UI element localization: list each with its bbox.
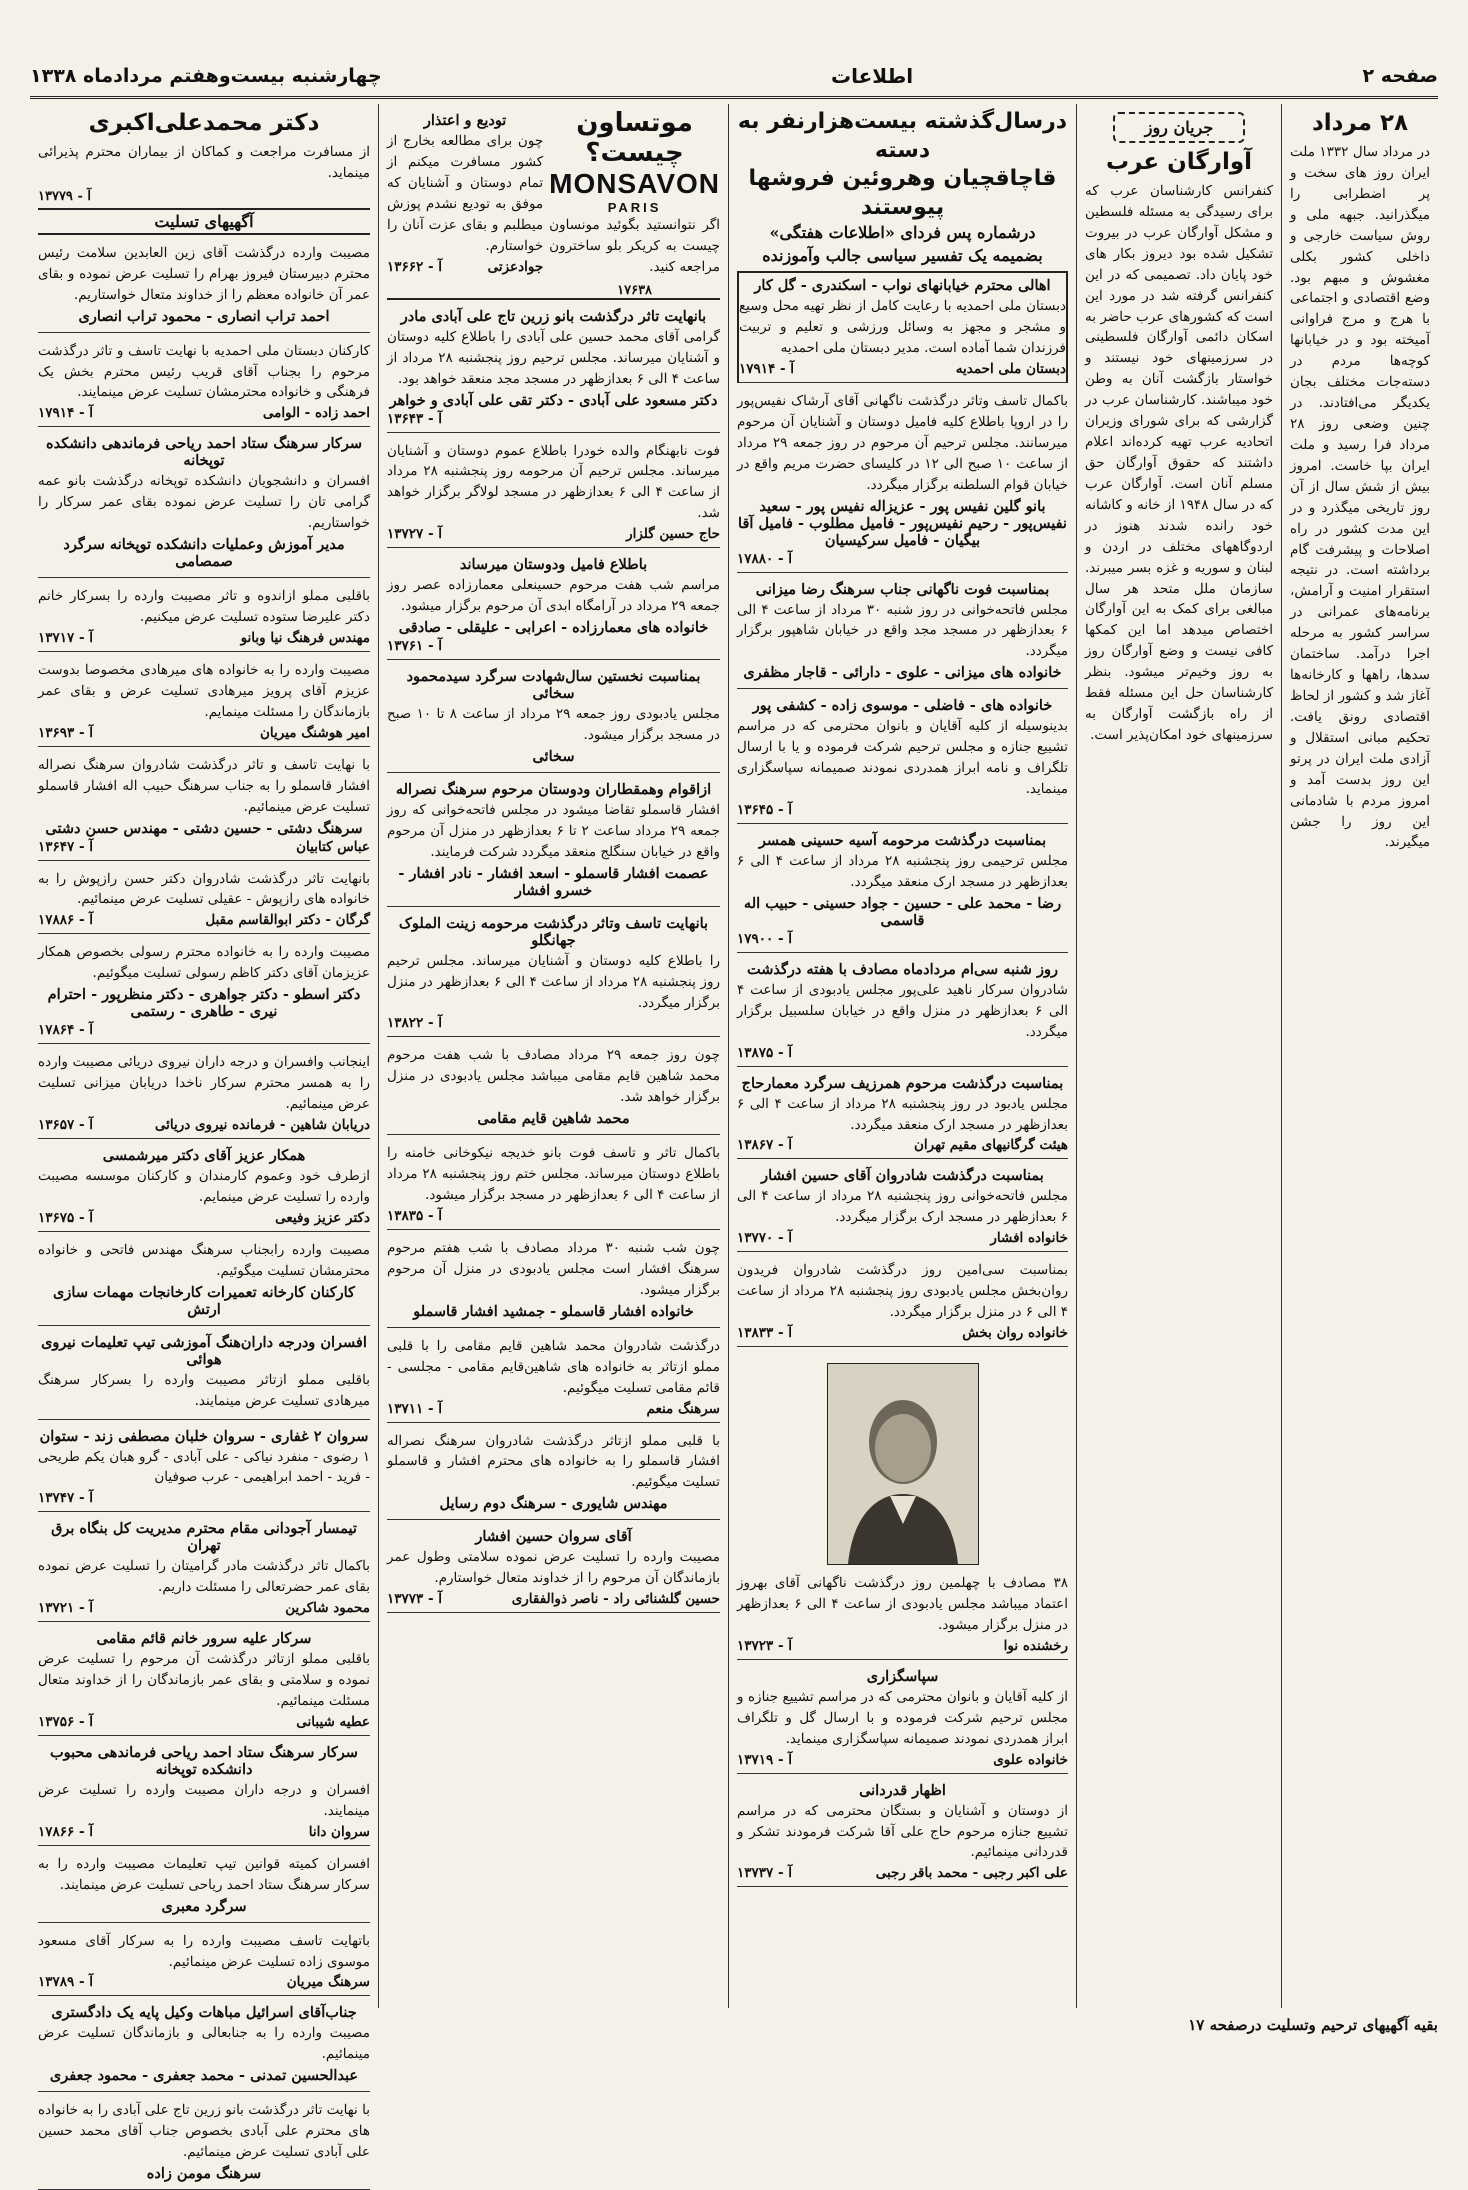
notice-code: آ - ۱۳۷۱۹ [737,1751,793,1768]
notice [38,431,370,578]
masthead [30,56,1438,99]
notice-body: مجلس ترحیمی روز پنجشنبه ۲۸ مرداد از ساعت ۴ الی ۶ بعدازظهر در مسجد ارک منعقد میگردد. [737,852,1068,890]
doctor-ad-body: از مسافرت مراجعت و کماکان از بیماران محترم پذیرائی مینماید. [38,144,370,181]
section-label: جریان روز [1113,112,1245,143]
editorial-title: ۲۸ مرداد [1311,110,1409,136]
notice [737,828,1068,953]
notice-body: با نهایت تاسف و تاثر درگذشت شادروان سرهنگ نصراله افشار قاسملو را به جناب سرهنگ حبیب اله افشار قاسملو تسلیت عرض مینمائیم. [38,756,370,815]
notice-body: با نهایت تاثر درگذشت بانو زرین تاج علی آبادی را به خانواده های محترم علی آبادی بخصوص جناب آقای محمد حسین علی آبادی تسلیت عرض مینمائیم. [38,2102,370,2161]
notice-sign: محمود شاکرین [285,1600,370,1617]
notice [38,1424,370,1513]
column-editorial [1281,104,1438,2008]
notice [387,1427,720,1521]
notice-sign: علی اکبر رجبی - محمد باقر رجبی [875,1865,1068,1882]
notice-code: آ - ۱۳۸۳۳ [737,1325,793,1342]
notice-body: مراسم شب هفت مرحوم حسینعلی معمارزاده عصر روز جمعه ۲۹ مرداد در آرامگاه ابدی آن مرحوم برگزار میشود. [387,577,720,615]
doctor-ad-title: دکتر محمدعلی‌اکبری [88,110,320,136]
notice-body: مصیبت وارده را به خانواده محترم رسولی بخصوص همکار عزیزمان آقای دکتر کاظم رسولی تسلیت میگوئیم. [38,944,370,982]
column-ads-notices [378,104,728,2008]
notice-body: مجلس یادبود در روز پنجشنبه ۲۸ مرداد از ساعت ۴ الی ۶ بعدازظهر در مسجد ارک منعقد میگردد. [737,1095,1068,1133]
notice [387,1139,720,1230]
notice-title: روز شنبه سی‌ام مردادماه مصادف با هفته درگذشت [747,960,1058,978]
notice [737,693,1068,824]
notice-sign: سرهنگ دشتی - حسین دشتی - مهندس حسن دشتی [45,819,363,837]
notice [737,1256,1068,1347]
notice-body: مجلس یادبودی روز جمعه ۲۹ مرداد از ساعت ۸ تا ۱۰ صبح در مسجد برگزار میشود. [387,706,721,743]
notice-sign: هیئت گرگانیهای مقیم تهران [914,1137,1068,1154]
notice [38,2000,370,2092]
notice [38,1143,370,1232]
notice-body: از دوستان و آشنایان و بستگان محترمی که در مراسم تشییع جنازه مرحوم حاج علی آقا شرکت فرمودند تشکر و قدردانی مینمائیم. [737,1802,1068,1861]
notice-sign: مدیر آموزش وعملیات دانشکده توپخانه سرگرد صمصامی [63,536,345,571]
notice [387,1234,720,1328]
notice [38,865,370,935]
notice-code: آ - ۱۳۸۲۲ [387,1015,443,1032]
notice-body: مجلس فاتحه‌خوانی روز پنجشنبه ۲۸ مرداد از ساعت ۴ الی ۶ بعدازظهر در مسجد ارک برگزار میگردد. [737,1188,1068,1226]
notice-body: گرامی آقای محمد حسین علی آبادی را باطلاع کلیه دوستان و آشنایان میرساند. مجلس ترحیم روز پنجشنبه ۲۸ مرداد از ساعت ۴ الی ۶ بعدازظهر در مسجد مجد منعقد خواهد بود. [387,328,720,387]
notice-code: آ - ۱۷۸۶۶ [38,1823,94,1840]
notice-title: ازاقوام وهمقطاران ودوستان مرحوم سرهنگ نصراله [395,780,712,798]
notice-body: فوت نابهنگام والده خودرا باطلاع عموم دوستان و آشنایان میرساند. مجلس ترحیم آن مرحومه روز پنجشنبه ۲۸ مرداد از ساعت ۴ الی ۶ بعدازظهر در مسجد لولاگر برگزار خواهد شد. [387,442,721,522]
notice [737,1664,1068,1774]
notice [387,1524,720,1613]
notice-sign: رخشنده نوا [1003,1637,1068,1654]
notice-sign: مهندس شایوری - سرهنگ دوم رسایل [439,1495,668,1513]
notice-body: باکمال تاثر و تاسف فوت بانو خدیجه نیکوخانی خامنه را باطلاع دوستان میرساند. مجلس ختم روز پنجشنبه ۲۸ مرداد از ساعت ۴ الی ۶ بعدازظهر در مسجد برگزار میشود. [387,1145,720,1204]
notice-code: آ - ۱۳۷۶۱ [387,638,443,655]
ad-brand: MONSAVON [549,168,720,199]
notice-title: بمناسبت فوت ناگهانی جناب سرهنگ رضا میزانی [755,580,1050,598]
notice-sign: حسین گلشنائی راد - ناصر ذوالفقاری [511,1591,720,1608]
notice [737,577,1068,690]
notice-code: آ - ۱۳۷۲۷ [387,526,443,543]
ad-city: PARIS [607,200,662,215]
notice-sign: خانواده روان بخش [962,1325,1068,1342]
notice-body: باقلبی مملو ازتاثر درگذشت آن مرحوم را تسلیت عرض نموده و سلامتی و بقای عمر بازماندگان را از خداوند متعال مسئلت مینمائیم. [38,1651,370,1710]
notice-sign: احمد تراب انصاری - محمود تراب انصاری [78,307,330,325]
top-ads [387,108,720,300]
notice-body: باکمال تاثر درگذشت مادر گرامیتان را تسلیت عرض نموده بقای عمر حضرتعالی را مسئلت داریم. [38,1558,370,1596]
notice-names: دکتر مسعود علی آبادی - دکتر تقی علی آبادی و خواهر [389,391,718,409]
school-ad-sign: دبستان ملی احمدیه [955,360,1066,377]
notice [387,777,720,907]
notice-code: آ - ۱۳۷۲۳ [737,1637,793,1654]
notice-title: بمناسبت درگذشت مرحومه آسیه حسینی همسر [758,831,1047,849]
continuation-note: بقیه آگهیهای ترحیم وتسلیت درصفحه ۱۷ [1188,2016,1438,2034]
notice [387,911,720,1038]
notice-body: مجلس فاتحه‌خوانی در روز شنبه ۳۰ مرداد از ساعت ۴ الی ۶ بعدازظهر در مسجد مجد واقع در خیابان شاهپور برگزار میگردد. [737,601,1068,660]
notice-code: آ - ۱۳۷۳۷ [737,1865,793,1882]
notice-code: آ - ۱۷۸۸۰ [737,550,793,567]
notice-code: آ - ۱۳۷۴۷ [38,1490,94,1507]
notice [737,1778,1068,1888]
school-ad-body: دبستان ملی احمدیه با رعایت کامل از نظر تهیه محل وسیع و مشجر و مجهز به وسائل ورزشی و تعلیم و تربیت فرزندان شما آماده است. مدیر دبستان ملی احمدیه [739,298,1066,356]
notice [38,1927,370,1997]
notice-body: اینجانب وافسران و درجه داران نیروی دریائی مصیبت وارده را به همسر محترم سرکار ناخدا دریابان میزانی تسلیت عرض مینمائیم. [38,1054,370,1113]
notice-title: جناب‌آقای اسرائیل مباهات وکیل پایه یک دادگستری [51,2004,357,2022]
notice-body: باقلبی مملو ازاندوه و تاثر مصیبت وارده را بسرکار خانم دکتر علیرضا ستوده تسلیت عرض میکنیم. [38,588,370,626]
notice-body: چون شب شنبه ۳۰ مرداد مصادف با شب هفتم مرحوم سرهنگ افشار است مجلس یادبودی در منزل آن مرحوم برگزار میشود. [387,1239,721,1298]
notice [737,1163,1068,1252]
notice-sign: خانواده های میزانی - علوی - دارائی - قاجار مظفری [743,664,1062,682]
notice [737,957,1068,1067]
notice [387,552,720,660]
deck-line-1: درشماره پس فردای «اطلاعات هفتگی» [769,223,1036,243]
notice-body: مصیبت وارده را تسلیت عرض نموده سلامتی وطول عمر بازماندگان آن مرحوم را از خداوند متعال خواستارم. [387,1549,720,1587]
notice-sign: سرگرد معبری [161,1897,247,1915]
monsavon-ad [549,108,720,298]
notice [38,656,370,747]
notice-code: آ - ۱۳۶۴۷ [38,838,94,855]
notice [38,1740,370,1846]
notice [38,1626,370,1736]
school-ad-code: آ - ۱۷۹۱۴ [739,360,795,377]
notice-body: بانهایت تاثر درگذشت شادروان دکتر حسن رازپوش را به خانواده های رازپوش - عقیلی تسلیت عرض مینمائیم. [38,870,370,908]
farewell-body: چون برای مطالعه بخارج از کشور مسافرت میکنم از تمام دوستان و آشنایان که موفق به تودیع نشدم پوزش میطلبم و بقای عزت آنان را خواستارم. [387,133,544,254]
notice-code: آ - ۱۳۷۸۹ [38,1974,94,1991]
notice-code: آ - ۱۳۷۵۶ [38,1713,94,1730]
notice-code: آ - ۱۳۶۷۵ [38,1209,94,1226]
farewell-sign: جوادعزتی [487,258,544,275]
headline-line-1: درسال‌گذشته بیست‌هزارنفر به دسته [737,109,1068,163]
notice-title: بانهایت تاثر درگذشت بانو زرین تاج علی آبادی مادر [400,307,707,325]
notice-sign: عبدالحسین تمدنی - محمد جعفری - محمود جعفری [49,2067,359,2085]
notice-sign: حاج حسین گلزار [626,526,720,543]
notice-code: آ - ۱۳۷۷۳ [387,1591,443,1608]
notice-body: باتهایت تاسف مصیبت وارده را به سرکار آقای مسعود موسوی زاده تسلیت عرض مینمائیم. [38,1932,370,1970]
notice [38,751,370,861]
notice-body: بمناسبت سی‌امین روز درگذشت شادروان فریدون روان‌بخش مجلس یادبودی روز پنجشنبه ۲۸ مرداد از ساعت ۴ الی ۶ در منزل برگزار میگردد. [737,1262,1068,1321]
notice-sign: خانواده افشار قاسملو - جمشید افشار قاسملو [413,1302,694,1320]
notice-code: آ - ۱۳۷۷۰ [737,1230,793,1247]
notice-names: بانو گلین نفیس پور - عزیزاله نفیس پور - سعید نفیس‌پور - رحیم نفیس‌پور - فامیل مطلوب - فامیل آقا بیگیان - فامیل سرکیسیان [738,497,1067,549]
ad-persian-title: موتساون چیست؟ [576,108,693,168]
notice-title: بمناسبت نخستین سال‌شهادت سرگرد سیدمحمود سخائی [406,668,701,703]
notice-sign: احمد زاده - الوامی [262,405,370,422]
notice [38,1516,370,1622]
notice-sign: دکتر اسطو - دکتر جواهری - دکتر منظرپور - احترام نیری - طاهری - رستمی [47,986,361,1021]
deck-line-2: بضمیمه یک تفسیر سیاسی جالب وآموزنده [762,245,1043,265]
notice-body: افسران و درجه داران مصیبت وارده را تسلیت عرض مینمایند. [38,1781,370,1819]
notice-sign: خانواده افشار [990,1230,1068,1247]
notice-title: بمناسبت درگذشت شادروان آقای حسین افشار [761,1167,1044,1185]
notice-code: آ - ۱۳۷۱۱ [387,1400,443,1417]
notice [737,387,1068,573]
notice-code: آ - ۱۳۶۵۷ [38,1116,94,1133]
notice-body: افشار قاسملو تقاضا میشود در مجلس فاتحه‌خوانی که روز جمعه ۲۹ مرداد ساعت ۲ تا ۶ بعدازظهر در منزل آن مرحوم واقع در خیابان سنگلج منعقد میگردد شرکت فرمایند. [387,801,720,860]
notice-sign: سرهنگ مومن زاده [146,2165,262,2183]
notice-title: سرکار سرهنگ ستاد احمد ریاحی فرماندهی محبوب دانشکده توپخانه [50,1743,358,1778]
notice [38,582,370,652]
notice-body: چون روز جمعه ۲۹ مرداد مصادف با شب هفت مرحوم محمد شاهین قایم مقامی میباشد مجلس یادبودی در منزل برگزار خواهد شد. [387,1047,720,1106]
notice-sign: سروان دانا [308,1823,370,1840]
notice [387,664,720,773]
notice-body: باکمال تاسف وتاثر درگذشت ناگهانی آقای آرشاک نفیس‌پور را در اروپا باطلاع کلیه فامیل دوستان و آشنایان آن مرحوم میرسانند. مجلس ترحیم آن مرحوم در روز جمعه ۲۹ مرداد از ساعت ۱۰ صبح الی ۱۲ در کلیسای حضرت مریم واقع در خیابان قوام السلطنه برگزار میگردد. [737,392,1069,493]
notice-title: سروان ۲ غفاری - سروان خلبان مصطفی زند - ستوان [39,1427,369,1445]
notice-body: کارکنان دبستان ملی احمدیه با نهایت تاسف و تاثر درگذشت مرحوم را بجناب آقای قریب رئیس محترم بخش یک فرهنگی و خانواده محترمشان تسلیت عرض مینمایند. [38,342,370,401]
notice [387,304,720,433]
notice-body: افسران کمیته قوانین تیپ تعلیمات مصیبت وارده را به سرکار سرهنگ ستاد احمد ریاحی تسلیت عرض مینمایند. [38,1855,370,1893]
notice-code: آ - ۱۳۶۹۳ [38,724,94,741]
page-number: صفحه ۲ [1362,65,1438,87]
notice-code: آ - ۱۳۸۶۷ [737,1137,793,1154]
portrait-illustration [828,1364,978,1564]
notice [387,1332,720,1423]
notice-sign: گرگان - دکتر ابوالقاسم مقبل [205,912,370,929]
notice-code: آ - ۱۳۷۱۷ [38,629,94,646]
notice-sign: سرهنگ منعم [646,1400,720,1417]
notice-code: آ - ۱۷۸۸۶ [38,912,94,929]
ad-body: اگر نتوانستید بگوئید مونساون چیست به کریکر بلو ساخترون مراجعه کنید. [549,217,720,275]
notice-code: آ - ۱۷۸۶۴ [38,1022,94,1039]
notice-body: ۳۸ مصادف با چهلمین روز درگذشت ناگهانی آقای بهروز اعتماد میباشد مجلس یادبودی از ساعت ۴ الی ۶ بعدازظهر در منزل برگزار میشود. [737,1575,1068,1633]
notice-title: بانهایت تاسف وتاثر درگذشت مرحومه زینت الملوک جهانگلو [398,914,709,949]
column-current-events [1076,104,1281,2008]
notice-body: ازطرف خود وعموم کارمندان و کارکنان موسسه مصیبت وارده را تسلیت عرض مینمایم. [38,1167,370,1205]
notice-body: از کلیه آقایان و بانوان محترمی که در مراسم تشییع جنازه و مجلس ترحیم شرکت فرموده و با ارسال گل و تلگراف ابراز همدردی نمودند صمیمانه سپاسگزاری مینماید. [737,1688,1068,1747]
farewell-title: تودیع و اعتذار [423,112,507,129]
notice-code: آ - ۱۳۸۳۵ [387,1207,443,1224]
notice [38,2096,370,2190]
farewell-code: آ - ۱۳۶۶۲ [387,258,443,275]
notice-title: آقای سروان حسین افشار [475,1528,632,1546]
notice-title: سپاسگزاری [866,1667,939,1685]
notice-sign: خانواده های معمارزاده - اعرابی - علیقلی - صادقی [398,619,709,637]
newspaper-name: اطلاعات [831,64,914,88]
notice-title: همکار عزیز آقای دکتر میرشمسی [102,1146,306,1164]
school-ad [737,271,1068,383]
notice-title: باطلاع فامیل ودوستان میرساند [459,556,648,574]
column-condolences [30,104,378,2183]
notice-code: آ - ۱۳۷۲۱ [38,1600,94,1617]
notice-title: افسران ودرجه داران‌هنگ آموزشی تیپ تعلیمات نیروی هوائی [41,1333,367,1368]
notice-body: باقلبی مملو ازتاثر مصیبت وارده را بسرکار سرهنگ میرهادی تسلیت عرض مینمایند. [38,1371,370,1409]
notice-body: را باطلاع کلیه دوستان و آشنایان میرساند. مجلس ترحیم روز پنجشنبه ۲۸ مرداد از ساعت ۴ الی ۶ بعدازظهر در منزل برگزار میگردد. [387,952,720,1011]
notice-body: درگذشت شادروان محمد شاهین قایم مقامی را با قلبی مملو ازتاثر به خانواده های شاهین‌قایم مقامی - مجلسی - قائم مقامی تسلیت میگوئیم. [387,1337,720,1396]
notice [737,1071,1068,1160]
editorial-body: در مرداد سال ۱۳۳۲ ملت ایران روز های سخت و پر اضطرابی را میگذرانید. جبهه ملی و روش سیاست خارجی و داخلی کشور بکلی مغشوش و مبهم بود. وضع اقتصادی و اجتماعی با هرج و مرج فراوانی آمیخته بود و در خیابانها کوچه‌ها مردم در دسته‌جات مختلف بجان یکدیگر می‌افتادند. در چنین وضعی روز ۲۸ مرداد فرا رسید و ملت ایران بپا خاست. امروز بیش از شش سال از آن روز تاریخی میگذرد و در این مدت کشور در راه اصلاحات و پیشرفت گام برداشته است. در نتیجه استقرار امنیت و آرامش، برنامه‌های عمرانی در سراسر کشور به مرحله اجرا درآمد. ساختمان سدها، راهها و کارخانه‌ها آغاز شد و کشور از لحاظ اقتصادی رونق یافت. تحکیم مبانی استقلال و آزادی ملت ایران در پرتو این روز بدست آمد و امروز مردم با شادمانی این روز را جشن میگیرند. [1290,144,1431,851]
notice-with-photo [737,1351,1068,1660]
issue-date: چهارشنبه بیست‌وهفتم مردادماه ۱۳۳۸ [30,65,382,87]
notice-title: تیمسار آجودانی مقام محترم مدیریت کل بنگاه برق تهران [51,1520,357,1555]
notice-sign: امیر هوشنگ میریان [259,724,370,741]
notice-code: آ - ۱۳۶۴۳ [387,410,443,427]
notice-sign: دریابان شاهین - فرمانده نیروی دریائی [154,1116,370,1133]
notice [38,239,370,333]
notice [38,1330,370,1420]
notice-sign: دکتر عزیز وفیعی [275,1209,370,1226]
notice-sign: عطیه شیبانی [296,1713,370,1730]
school-ad-title: اهالی محترم خیابانهای نواب - اسکندری - گل کار [754,277,1051,295]
notice [38,1236,370,1326]
column-news-notices [728,104,1076,2008]
notice-body: مصیبت وارده را به جنابعالی و بازماندگان تسلیت عرض مینمائیم. [38,2025,370,2063]
notice-sign: کارکنان کارخانه تعمیرات کارخانجات مهمات سازی ارتش [53,1283,355,1318]
ad-code: ۱۷۶۳۸ [617,282,653,298]
notice-names: ۱ رضوی - منفرد نیاکی - علی آبادی - گرو هبان یکم طریحی - فرید - احمد ابراهیمی - عرب صوفیان [38,1448,370,1486]
notice-body: مصیبت وارده را به خانواده های میرهادی مخصوصا بدوست عزیزم آقای پرویز میرهادی تسلیت عرض و بقای عمر بازماندگان را مسئلت مینمایم. [38,661,370,720]
notice [38,337,370,428]
notice-body: مصیبت وارده رابجناب سرهنگ مهندس فاتحی و خانواده محترمشان تسلیت میگوئیم. [38,1241,370,1279]
notice [387,1041,720,1135]
notice-title: سرکار سرهنگ ستاد احمد ریاحی فرماندهی دانشکده توپخانه [46,435,362,470]
notice-title: بمناسبت درگذشت مرحوم همرزیف سرگرد معمارحاج [741,1074,1064,1092]
notice [38,1048,370,1139]
notice-sign: مهندس فرهنگ نیا وبانو [240,629,370,646]
notice [387,437,720,549]
headline-line-2: قاچاقچیان وهروئین فروشها پیوستند [748,166,1057,220]
notice-body: افسران و دانشجویان دانشکده توپخانه درگذشت بانو عمه گرامی تان را تسلیت عرض نموده بقای عمر سرکار را خواستاریم. [38,473,370,532]
notice-sign: سرهنگ میریان [286,1974,370,1991]
portrait-photo [827,1363,979,1565]
notice-sign: خانواده علوی [993,1751,1068,1768]
notice-body: مصیبت وارده درگذشت آقای زین العابدین سلامت رئیس محترم دبیرستان فیروز بهرام را تسلیت عرض نموده و بقای عمر آن خانواده معظم را از خداوند متعال خواستاریم. [38,244,370,303]
section-heading: آگهیهای تسلیت [38,208,370,235]
article-title: آوارگان عرب [1105,149,1253,175]
notice-code: آ - ۱۷۹۱۴ [38,405,94,422]
notice-sign: محمد شاهین قایم مقامی [477,1110,630,1128]
notice-body: شادروان سرکار ناهید علی‌پور مجلس یادبودی از ساعت ۴ الی ۶ بعدازظهر در منزل واقع در خیابان سلسبیل برگزار میگردد. [737,981,1068,1040]
notice-body: بدینوسیله از کلیه آقایان و بانوان محترمی که در مراسم تشییع جنازه و مجلس ترحیم شرکت فرموده و یا با ارسال تلگراف و نامه ابراز همدردی نمودند صمیمانه سپاسگزاری مینماید. [737,718,1068,798]
notice-names: رضا - محمد علی - حسین - جواد حسینی - حبیب اله قاسمی [743,894,1062,929]
notice-body: با قلبی مملو ازتاثر درگذشت شادروان سرهنگ نصراله افشار قاسملو را به خانواده های محترم افشار و قاسملو تسلیت میگوئیم. [387,1432,720,1491]
notice-code: آ - ۱۳۸۷۵ [737,1044,793,1061]
notice-sign-extra: عباس کتابیان [296,838,370,855]
notice-title: خانواده های - فاضلی - موسوی زاده - کشفی پور [752,697,1053,715]
notice-title: سرکار علیه سرور خانم قائم مقامی [96,1630,312,1648]
notice-sign: سخائی [532,747,575,765]
notice [38,1850,370,1923]
notice-title: اظهار قدردانی [859,1781,946,1799]
notice-code: آ - ۱۷۹۰۰ [737,930,793,947]
doctor-ad-code: آ - ۱۳۷۷۹ [38,188,91,204]
notice-code: آ - ۱۳۶۴۵ [737,801,793,818]
article-body: کنفرانس کارشناسان عرب که برای رسیدگی به مسئله فلسطین و مشکل آوارگان عرب در بیروت تشکیل شده بود دیروز بکار های خود پایان داد. تصمیمی که در این کنفرانس گرفته شد در مورد این است که کشورهای عرب حاضر به اسکان دائمی آوارگان فلسطینی در سرزمینهای خود نیستند و خواستار بازگشت آنان به وطن خود میباشند. کارشناسان عرب در گزارشی که برای شورای وزیران اتحادیه عرب تهیه کرده‌اند اعلام داشتند که حقوق آوارگان حق مسلم آنان است. آوارگان عرب که در سال ۱۹۴۸ از خانه و کاشانه خود رانده شدند هنوز در اردوگاههای مختلف در اردن و لبنان و سوریه و غزه بسر میبرند. سازمان ملل متحد هر سال مبالغی برای کمک به این آوارگان اختصاص میدهد اما این کمکها کافی نیست و وضع آوارگان روز به روز وخیم‌تر میشود. بنظر کارشناسان حل این مسئله فقط از راه بازگشت آوارگان به سرزمینهای خود امکان‌پذیر است. [1085,183,1273,743]
notice-names: عصمت افشار قاسملو - اسعد افشار - نادر افشار - خسرو افشار [398,864,709,899]
farewell-notice [387,108,543,294]
notice [38,938,370,1044]
